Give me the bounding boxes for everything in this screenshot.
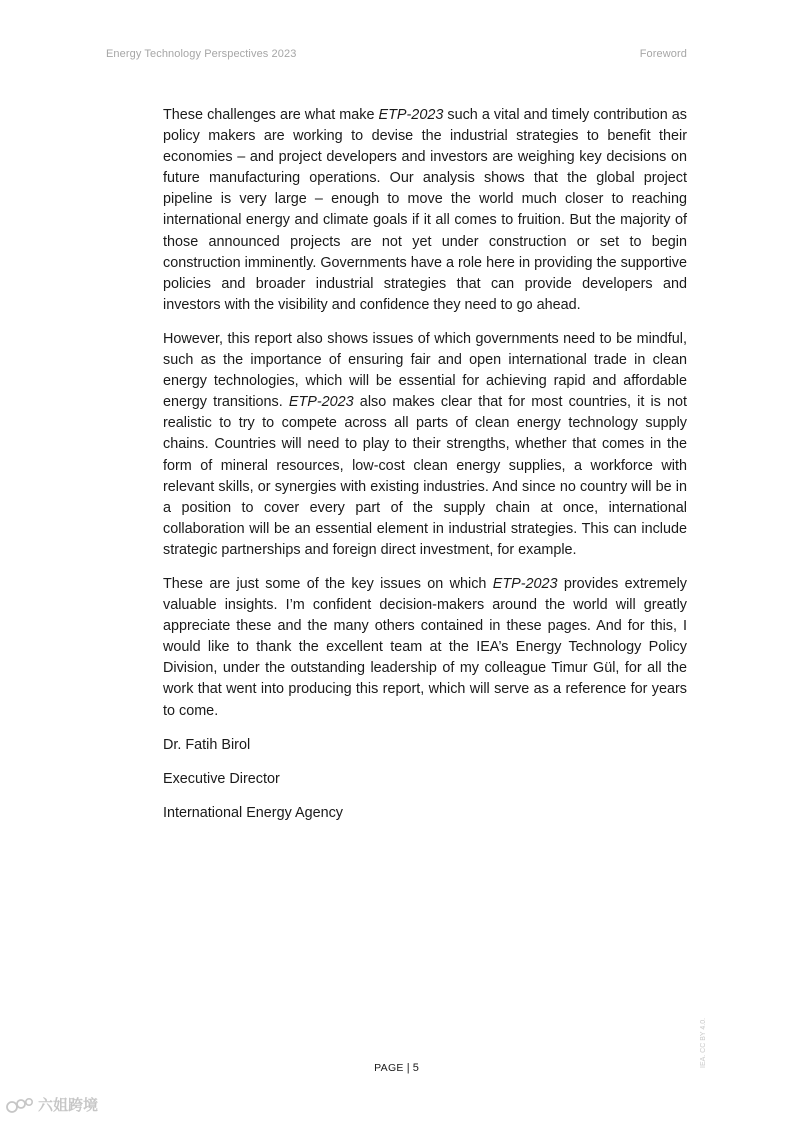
paragraph-1 [163, 105, 687, 316]
foreword-body [163, 105, 687, 837]
paragraph-3-text-b: provides extremely valuable insights. I’m confident decision-makers around the world will greatly appreciate these and the many others contained in these pages. And for this, I would like to thank the excellent team at the IEA’s Energy Technology Policy Division, under the outstanding leadership of my colleague Timur Gül, for all the work that went into producing this report, which will serve as a reference for years to come. [163, 575, 687, 719]
watermark-text: 六姐跨境 [38, 1097, 99, 1114]
signature-title: Executive Director [163, 770, 280, 787]
running-header-section: Foreword [639, 48, 687, 60]
page-label: PAGE [374, 1062, 404, 1074]
paragraph-1-text-a: These challenges are what make [163, 107, 379, 123]
paragraph-2-report-name: ETP-2023 [288, 394, 354, 411]
signature-name: Dr. Fatih Birol [163, 736, 251, 753]
watermark-logo-icon [6, 1096, 34, 1114]
paragraph-1-text-b: such a vital and timely contribution as policy makers are working to devise the industrial strategies to benefit their economies – and project developers and investors are weighing key decisions on future manufacturing operations. Our analysis shows that the global project pipeline is very large – enough to move the world much closer to reaching international energy and climate goals if it all comes to fruition. But the majority of those announced projects are not yet under construction or set to begin construction imminently. Governments have a role here in providing the supportive policies and broader industrial strategies that can provide developers and investors with the visibility and confidence they need to go ahead. [163, 107, 687, 313]
page-separator: | [403, 1062, 413, 1074]
signature-organization: International Energy Agency [163, 804, 344, 821]
paragraph-2-text-b: also makes clear that for most countries, it is not realistic to try to compete across all parts of clean energy technology supply chains. Countries will need to play to their strengths, whether that comes in the form of mineral resources, low-cost clean energy supplies, a workforce with relevant skills, or synergies with existing industries. And since no country will be in a position to cover every part of the supply chain at once, international collaboration will be an essential element in industrial strategies. This can include strategic partnerships and foreign direct investment, for example. [163, 394, 687, 558]
running-header-title: Energy Technology Perspectives 2023 [106, 48, 297, 60]
paragraph-2-text-a: However, this report also shows issues of which governments need to be mindful, such as the importance of ensuring fair and open international trade in clean energy technologies, which will be essential for achieving rapid and affordable energy transitions. [163, 330, 687, 411]
license-note: IEA. CC BY 4.0. [700, 1017, 707, 1068]
paragraph-3 [163, 574, 687, 722]
page-number [0, 1062, 793, 1074]
paragraph-1-report-name: ETP-2023 [378, 107, 444, 123]
paragraph-2 [163, 329, 687, 561]
paragraph-3-text-a: These are just some of the key issues on which [163, 575, 493, 592]
watermark [6, 1094, 98, 1115]
page-number-value: 5 [412, 1062, 419, 1074]
paragraph-3-report-name: ETP-2023 [492, 575, 558, 592]
